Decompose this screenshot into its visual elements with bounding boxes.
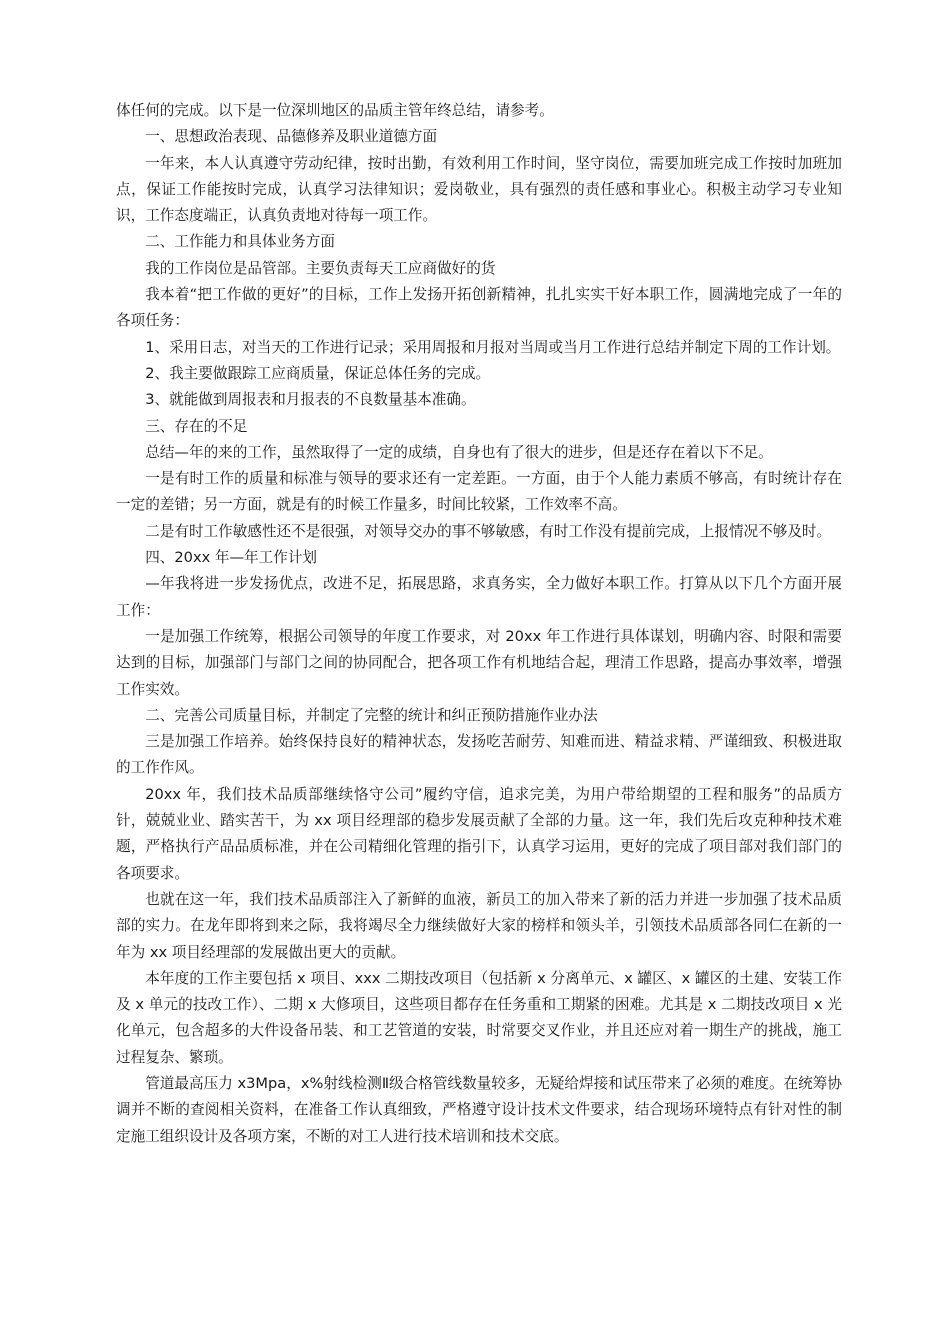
paragraph: 我的工作岗位是品管部。主要负责每天工应商做好的货: [145, 259, 496, 277]
paragraph: 总结—年的来的工作，虽然取得了一定的成绩，自身也有了很大的进步，但是还存在着以下不足。: [145, 443, 773, 461]
paragraph: 二、完善公司质量目标，并制定了完整的统计和纠正预防措施作业办法: [145, 706, 598, 724]
paragraph: 20xx 年，我们技术品质部继续恪守公司”履约守信，追求完美，为用户带给期望的工程和服务”的品质方针，兢兢业业、踏实苦干，为 xx 项目经理部的稳步发展贡献了全部的力量。这一年，我们先后攻克种种技术难题，严格执行产品品质标准，并在公司精细化管理的指引下，认真学习运用，更好的完成了项目部对我们部门的各项要求。: [116, 785, 842, 882]
paragraph: 管道最高压力 x3Mpa，x%射线检测Ⅱ级合格管线数量较多，无疑给焊接和试压带来了必须的难度。在统筹协调并不断的查阅相关资料，在准备工作认真细致，严格遵守设计技术文件要求，结合现场环境特点有针对性的制定施工组织设计及各项方案，不断的对工人进行技术培训和技术交底。: [116, 1074, 842, 1145]
list-item: 1、采用日志，对当天的工作进行记录；采用周报和月报对当周或当月工作进行总结并制定下周的工作计划。: [145, 338, 841, 356]
heading-section-4: 四、20xx 年—年工作计划: [145, 549, 318, 567]
paragraph: 也就在这一年，我们技术品质部注入了新鲜的血液，新员工的加入带来了新的活力并进一步加强了技术品质部的实力。在龙年即将到来之际，我将竭尽全力继续做好大家的榜样和领头羊，引领技术品质部各同仁在新的一年为 xx 项目经理部的发展做出更大的贡献。: [116, 890, 842, 961]
paragraph: 我本着“把工作做的更好”的目标，工作上发扬开拓创新精神，扎扎实实干好本职工作，圆满地完成了一年的各项任务：: [116, 286, 842, 330]
list-item: 3、就能做到周报表和月报表的不良数量基本准确。: [145, 391, 476, 409]
paragraph: 一是有时工作的质量和标准与领导的要求还有一定差距。一方面，由于个人能力素质不够高，有时统计存在一定的差错；另一方面，就是有的时候工作量多，时间比较紧，工作效率不高。: [116, 470, 842, 514]
document-body: [116, 98, 842, 1150]
heading-section-1: 一、思想政治表现、品德修养及职业道德方面: [145, 128, 438, 146]
list-item: 2、我主要做跟踪工应商质量，保证总体任务的完成。: [145, 364, 491, 382]
paragraph: 二是有时工作敏感性还不是很强，对领导交办的事不够敏感，有时工作没有提前完成，上报情况不够及时。: [145, 522, 832, 540]
paragraph: 一是加强工作统筹，根据公司领导的年度工作要求，对 20xx 年工作进行具体谋划，明确内容、时限和需要达到的目标，加强部门与部门之间的协同配合，把各项工作有机地结合起，理清工作思路，提高办事效率，增强工作实效。: [116, 627, 842, 698]
heading-section-3: 三、存在的不足: [145, 417, 248, 435]
paragraph: 一年来，本人认真遵守劳动纪律，按时出勤，有效利用工作时间，坚守岗位，需要加班完成工作按时加班加点，保证工作能按时完成，认真学习法律知识；爱岗敬业，具有强烈的责任感和事业心。积极主动学习专业知识，工作态度端正，认真负责地对待每一项工作。: [116, 154, 842, 225]
paragraph: 三是加强工作培养。始终保持良好的精神状态，发扬吃苦耐劳、知难而进、精益求精、严谨细致、积极进取的工作作风。: [116, 733, 842, 777]
heading-section-2: 二、工作能力和具体业务方面: [145, 233, 335, 251]
paragraph: —年我将进一步发扬优点，改进不足，拓展思路，求真务实，全力做好本职工作。打算从以下几个方面开展工作：: [116, 575, 842, 619]
paragraph: 本年度的工作主要包括 x 项目、xxx 二期技改项目（包括新 x 分离单元、x 罐区、x 罐区的土建、安装工作及 x 单元的技改工作）、二期 x 大修项目，这些项目都存在任务重和工期紧的困难。尤其是 x 二期技改项目 x 光化单元，包含超多的大件设备吊装、和工艺管道的安装，时常要交叉作业，并且还应对着一期生产的挑战，施工过程复杂、繁琐。: [116, 969, 842, 1066]
paragraph-intro: 体任何的完成。以下是一位深圳地区的品质主管年终总结，请参考。: [116, 102, 554, 119]
